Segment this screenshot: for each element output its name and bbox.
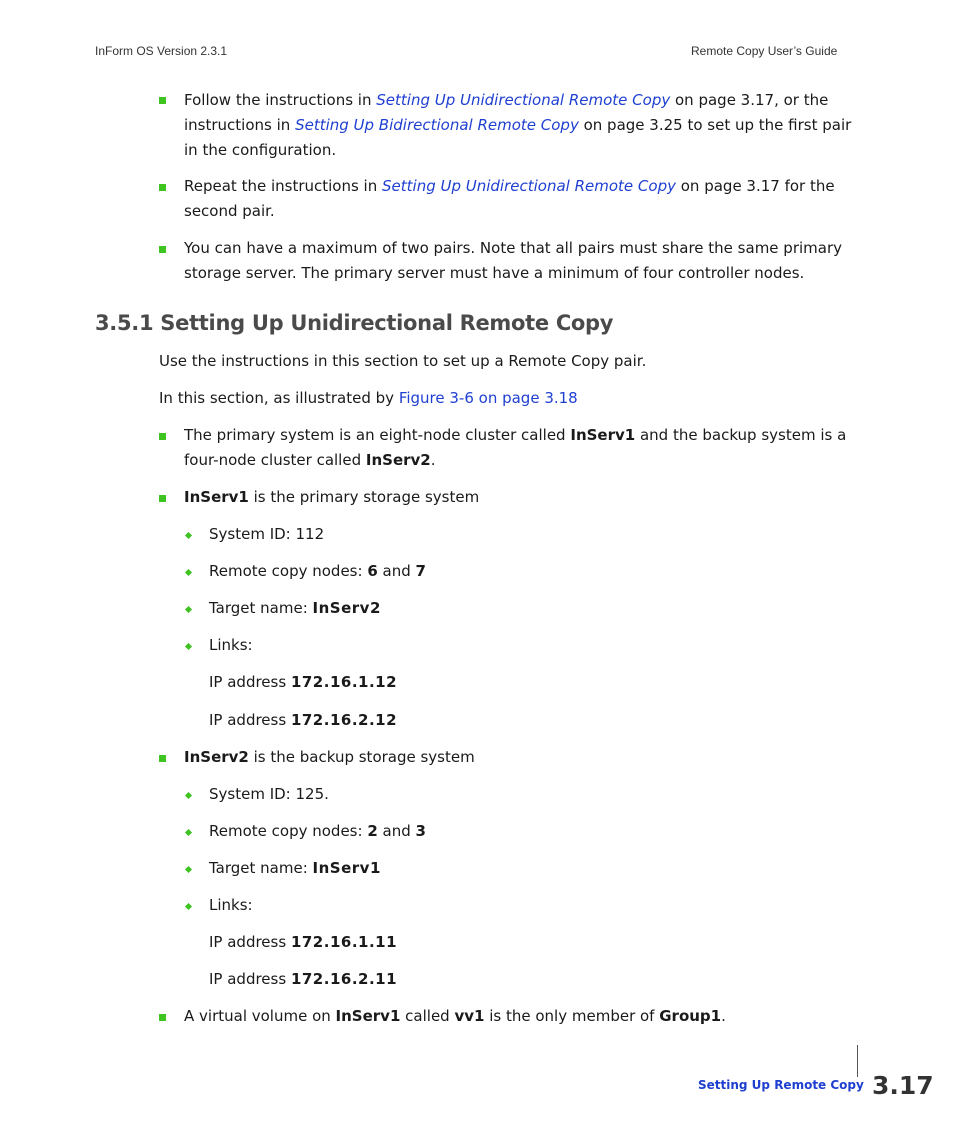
target-name: InServ2 [312,599,381,617]
label-text: Remote copy nodes: [209,562,368,580]
target-name: InServ1 [312,859,381,877]
inserv1-ip-1 [209,670,849,695]
bullet-text: is the primary storage system [248,488,480,506]
bullet-text: is the backup storage system [248,748,475,766]
system-name: InServ2 [365,451,431,469]
bullet-text: . [721,1007,726,1025]
ip-address: 172.16.1.11 [290,933,398,951]
ip-address: 172.16.2.12 [290,711,398,729]
xref-link-bidirectional[interactable]: Setting Up Bidirectional Remote Copy [295,116,579,134]
bullet-square [159,755,166,762]
xref-link-unidirectional[interactable]: Setting Up Unidirectional Remote Copy [376,91,671,109]
inserv1-ip-2 [209,708,849,733]
node-number: 7 [415,562,426,580]
bullet-text: A virtual volume on [184,1007,336,1025]
section-figure-paragraph [159,386,859,411]
system-name: InServ1 [335,1007,401,1025]
ip-address: 172.16.2.11 [290,970,398,988]
bullet-text: on page 3.25 to set up the first pair in the configuration. [184,116,852,159]
bullet-diamond [185,903,192,910]
footer-section-title: Setting Up Remote Copy [698,1078,864,1092]
bullet-diamond [185,532,192,539]
bullet-diamond [185,792,192,799]
inserv2-target [209,856,849,881]
primary-system-bullet [184,423,864,473]
inserv2-nodes [209,819,849,844]
bullet-square [159,184,166,191]
bullet-text: on page 3.17, or the instructions in [184,91,829,134]
inserv2-bullet [184,745,864,770]
system-name: InServ2 [184,748,249,766]
running-header-right: Remote Copy User’s Guide [691,44,838,58]
bullet-text: on page 3.17 for the second pair. [184,177,835,220]
page-number: 3.17 [872,1071,934,1100]
bullet-square [159,97,166,104]
label-text: and [377,822,416,840]
ip-address: 172.16.1.12 [290,673,398,691]
intro-bullet-2 [184,174,864,224]
bullet-diamond [185,606,192,613]
label-text: IP address [209,673,291,691]
inserv1-target [209,596,849,621]
system-name: InServ1 [184,488,249,506]
xref-link-unidirectional[interactable]: Setting Up Unidirectional Remote Copy [382,177,676,195]
system-name: InServ1 [570,426,636,444]
inserv1-bullet [184,485,864,510]
virtual-volume-bullet [184,1004,864,1029]
intro-bullet-3: You can have a maximum of two pairs. Note that all pairs must share the same primary storage server. The primary server must have a minimum of four controller nodes. [184,239,843,282]
intro-bullet-1 [184,88,864,163]
bullet-diamond [185,643,192,650]
label-text: IP address [209,711,291,729]
inserv2-links-label: Links: [209,896,253,914]
figure-link[interactable]: Figure 3-6 on page 3.18 [398,389,578,407]
bullet-text: is the only member of [484,1007,660,1025]
bullet-text: called [400,1007,455,1025]
bullet-diamond [185,829,192,836]
inserv2-system-id: System ID: 125. [209,785,329,803]
section-heading: 3.5.1 Setting Up Unidirectional Remote Copy [95,311,614,335]
bullet-text: The primary system is an eight-node cluster called [184,426,571,444]
inserv1-system-id: System ID: 112 [209,525,325,543]
bullet-square [159,1014,166,1021]
bullet-diamond [185,866,192,873]
node-number: 2 [367,822,378,840]
bullet-text: . [430,451,436,469]
inserv2-ip-2 [209,967,849,992]
label-text: Target name: [209,859,313,877]
label-text: and [377,562,416,580]
inserv1-links-label: Links: [209,636,253,654]
running-header-left: InForm OS Version 2.3.1 [95,44,228,58]
section-intro-paragraph: Use the instructions in this section to set up a Remote Copy pair. [159,352,647,370]
inserv2-ip-1 [209,930,849,955]
group-name: Group1 [659,1007,722,1025]
label-text: Target name: [209,599,313,617]
label-text: Remote copy nodes: [209,822,368,840]
node-number: 6 [367,562,378,580]
bullet-text: and the backup system is a four-node cluster called [184,426,847,469]
bullet-text: Follow the instructions in [184,91,377,109]
bullet-diamond [185,569,192,576]
bullet-square [159,246,166,253]
footer-divider [857,1045,858,1077]
label-text: IP address [209,933,291,951]
bullet-text: Repeat the instructions in [184,177,383,195]
label-text: IP address [209,970,291,988]
paragraph-text: In this section, as illustrated by [159,389,399,407]
volume-name: vv1 [454,1007,485,1025]
bullet-square [159,433,166,440]
bullet-square [159,495,166,502]
node-number: 3 [415,822,426,840]
inserv1-nodes [209,559,849,584]
